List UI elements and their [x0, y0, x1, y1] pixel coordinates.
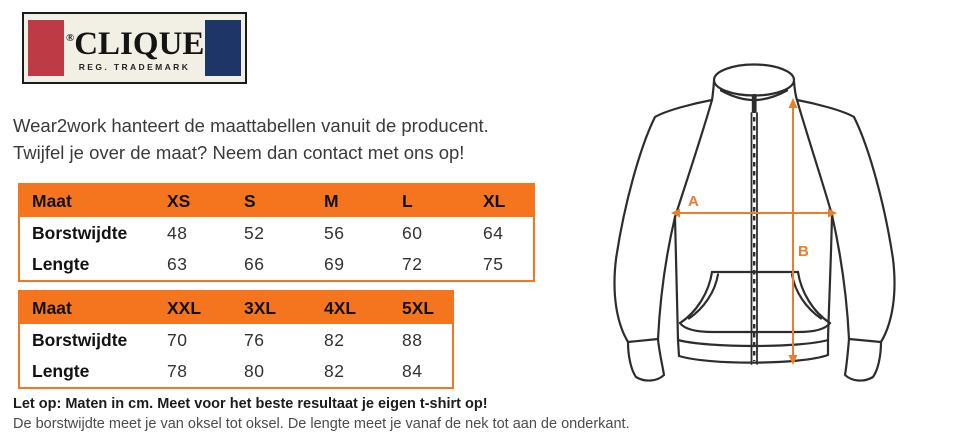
brand-name-text: CLIQUE	[74, 26, 205, 62]
header-cell-m: M	[312, 184, 390, 217]
brand-name	[66, 19, 203, 63]
header-cell-xl: XL	[471, 184, 534, 217]
intro-line-2: Twijfel je over de maat? Neem dan contact met ons op!	[13, 141, 465, 163]
clique-logo	[22, 12, 247, 84]
header-cell-xs: XS	[155, 184, 232, 217]
header-cell-maat: Maat	[19, 291, 155, 324]
table-header-row	[19, 184, 534, 217]
cell-value: 69	[312, 249, 390, 281]
cell-value: 70	[155, 324, 232, 356]
table-row-borstwijdte	[19, 324, 453, 356]
cell-value: 63	[155, 249, 232, 281]
cell-value: 82	[312, 324, 390, 356]
header-cell-3xl: 3XL	[232, 291, 312, 324]
header-cell-4xl: 4XL	[312, 291, 390, 324]
table-row-lengte	[19, 249, 534, 281]
header-cell-xxl: XXL	[155, 291, 232, 324]
header-cell-5xl: 5XL	[390, 291, 453, 324]
cell-value: 64	[471, 217, 534, 249]
row-label: Borstwijdte	[19, 324, 155, 356]
zipper-slider	[752, 94, 757, 113]
cell-value: 88	[390, 324, 453, 356]
row-label: Lengte	[19, 249, 155, 281]
cell-value: 84	[390, 356, 453, 388]
logo-text-area	[66, 14, 203, 82]
cell-value: 48	[155, 217, 232, 249]
cell-value: 60	[390, 217, 471, 249]
cell-value: 56	[312, 217, 390, 249]
note-line-2: De borstwijdte meet je van oksel tot oksel. De lengte meet je vanaf de nek tot aan de onderkant.	[13, 416, 630, 432]
measure-arrow-b	[789, 98, 798, 365]
cell-value: 52	[232, 217, 312, 249]
cell-value: 78	[155, 356, 232, 388]
row-label: Lengte	[19, 356, 155, 388]
cell-value: 80	[232, 356, 312, 388]
brand-subtitle: REG. TRADEMARK	[78, 62, 191, 72]
cell-value: 76	[232, 324, 312, 356]
header-cell-l: L	[390, 184, 471, 217]
cell-value: 72	[390, 249, 471, 281]
measure-label-b: B	[798, 243, 809, 260]
intro-text	[13, 113, 489, 166]
cell-value: 75	[471, 249, 534, 281]
size-table-xxl-5xl	[18, 290, 454, 389]
measurement-notes	[13, 394, 630, 434]
jacket-diagram	[558, 33, 950, 433]
size-table-xs-xl	[18, 183, 535, 282]
header-cell-maat: Maat	[19, 184, 155, 217]
registered-trademark-symbol: ®	[66, 32, 75, 44]
header-cell-s: S	[232, 184, 312, 217]
cell-value: 82	[312, 356, 390, 388]
intro-line-1: Wear2work hanteert de maattabellen vanuit de producent.	[13, 115, 489, 136]
logo-red-block	[28, 20, 64, 76]
row-label: Borstwijdte	[19, 217, 155, 249]
measure-label-a: A	[688, 193, 699, 210]
table-row-lengte	[19, 356, 453, 388]
logo-navy-block	[205, 20, 241, 76]
note-bold-line: Let op: Maten in cm. Meet voor het beste resultaat je eigen t-shirt op!	[13, 396, 488, 412]
table-row-borstwijdte	[19, 217, 534, 249]
cell-value: 66	[232, 249, 312, 281]
table-header-row	[19, 291, 453, 324]
